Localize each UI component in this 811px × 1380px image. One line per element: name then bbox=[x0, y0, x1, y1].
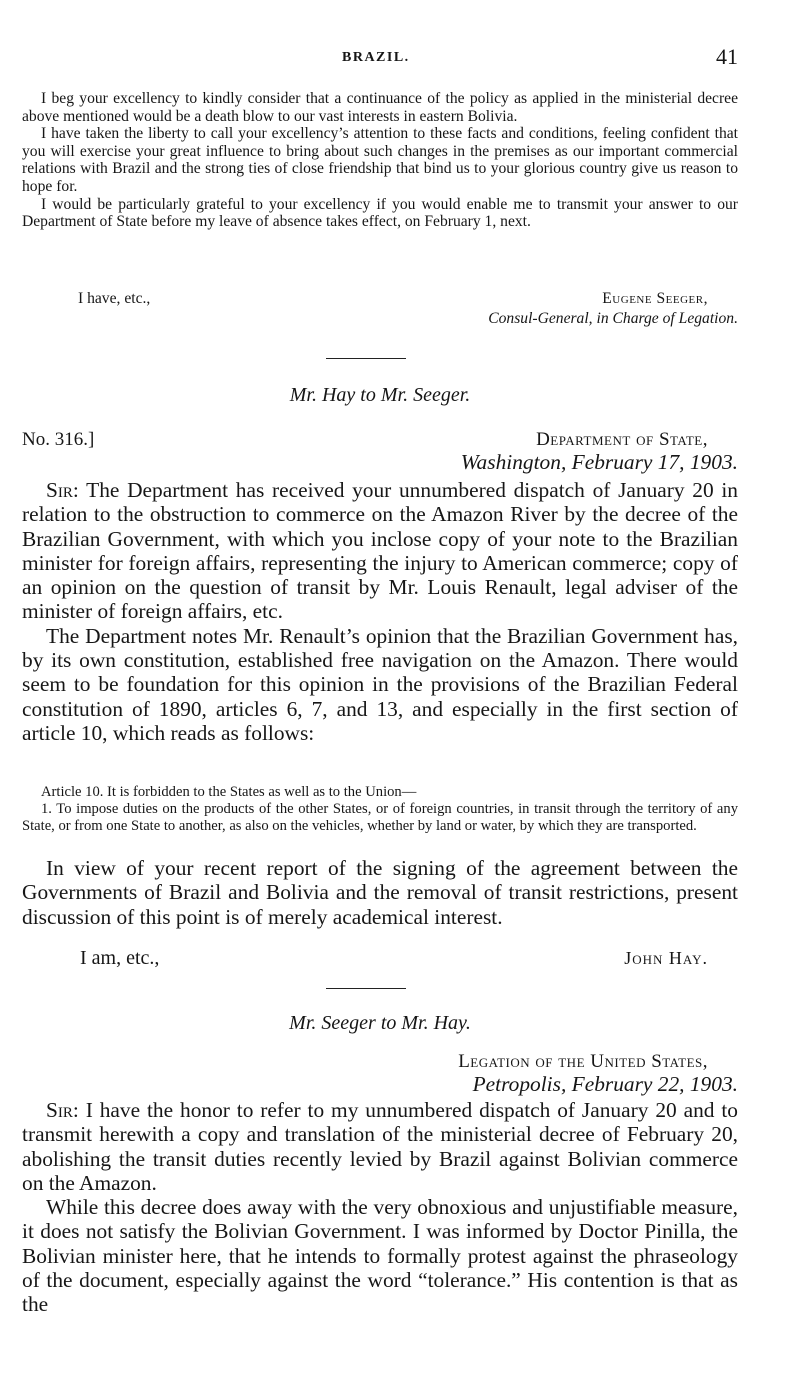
salutation: Sir: bbox=[46, 1098, 79, 1122]
letter3-body bbox=[22, 1098, 738, 1317]
section-divider bbox=[326, 988, 406, 989]
signer-title: Consul-General, in Charge of Legation. bbox=[488, 310, 738, 327]
paragraph: The Department notes Mr. Renault’s opinion that the Brazilian Government has, by its own constitution, established free navigation on the Amazon. There would seem to be foundation for this opinion in the provisions of the Brazilian Federal constitution of 1890, articles 6, 7, and 13, and especially in the first section of article 10, which reads as follows: bbox=[22, 623, 738, 745]
signer: Eugene Seeger, bbox=[602, 290, 708, 307]
signer: John Hay. bbox=[624, 948, 708, 968]
quote-line: Article 10. It is forbidden to the States as well as to the Union— bbox=[41, 784, 417, 800]
paragraph: While this decree does away with the very obnoxious and unjustifiable measure, it does not satisfy the Bolivian Government. I was informed by Doctor Pinilla, the Bolivian minister here, that he intends to formally protest against the phraseology of the document, especially against the word “tolerance.” His contention is that as the bbox=[22, 1195, 738, 1317]
paragraph-text: I have the honor to refer to my unnumbered dispatch of January 20 and to transmit herewith a copy and translation of the ministerial decree of February 20, abolishing the transit duties recently levied by Brazil against Bolivian commerce on the Amazon. bbox=[22, 1098, 738, 1195]
letter2-dateline bbox=[22, 428, 738, 452]
place-date: Washington, February 17, 1903. bbox=[460, 450, 738, 474]
section-divider bbox=[326, 358, 406, 359]
quoted-article bbox=[22, 784, 738, 834]
paragraph bbox=[22, 1098, 738, 1195]
letter2-final bbox=[22, 856, 738, 929]
running-title: BRAZIL. bbox=[342, 50, 410, 65]
letter1-body bbox=[22, 90, 738, 231]
letter2-heading: Mr. Hay to Mr. Seeger. bbox=[289, 384, 471, 406]
document-page bbox=[22, 0, 738, 1380]
sender-office: Legation of the United States, bbox=[458, 1051, 708, 1072]
quote-line: 1. To impose duties on the products of the other States, or of foreign countries, in transit through the territory of any State, or from one State to another, as also on the vehicles, whether by land or water, by which they are transported. bbox=[22, 800, 738, 834]
letter3-heading: Mr. Seeger to Mr. Hay. bbox=[289, 1012, 471, 1034]
paragraph: I have taken the liberty to call your excellency’s attention to these facts and conditions, feeling confident that you will exercise your great influence to bring about such changes in the premises as our important commercial relations with Brazil and the strong ties of close friendship that bind us to your glorious country give us reason to hope for. bbox=[22, 125, 738, 195]
paragraph: I would be particularly grateful to your excellency if you would enable me to transmit your answer to our Department of State before my leave of absence takes effect, on February 1, next. bbox=[22, 195, 738, 231]
paragraph: I beg your excellency to kindly consider that a continuance of the policy as applied in the ministerial decree above mentioned would be a death blow to our vast interests in eastern Bolivia. bbox=[22, 90, 738, 125]
paragraph bbox=[22, 478, 738, 624]
paragraph-text: The Department has received your unnumbered dispatch of January 20 in relation to the obstruction to commerce on the Amazon River by the decree of the Brazilian Government, with which you inclose copy of your note to the Brazilian minister for foreign affairs, representing the injury to American commerce; copy of an opinion on the question of transit by Mr. Louis Renault, legal adviser of the minister of foreign affairs, etc. bbox=[22, 478, 738, 624]
closing: I have, etc., bbox=[78, 290, 151, 307]
page-number: 41 bbox=[716, 44, 738, 69]
letter2-closing bbox=[22, 946, 738, 972]
running-header bbox=[22, 46, 738, 70]
dispatch-number: No. 316.] bbox=[22, 429, 95, 450]
sender-office: Department of State, bbox=[536, 429, 708, 450]
closing: I am, etc., bbox=[80, 947, 160, 969]
letter2-body bbox=[22, 478, 738, 745]
paragraph: In view of your recent report of the signing of the agreement between the Governments of Brazil and Bolivia and the removal of transit restrictions, present discussion of this point is of merely academical interest. bbox=[22, 856, 738, 929]
salutation: Sir: bbox=[46, 478, 79, 502]
place-date: Petropolis, February 22, 1903. bbox=[472, 1072, 738, 1096]
